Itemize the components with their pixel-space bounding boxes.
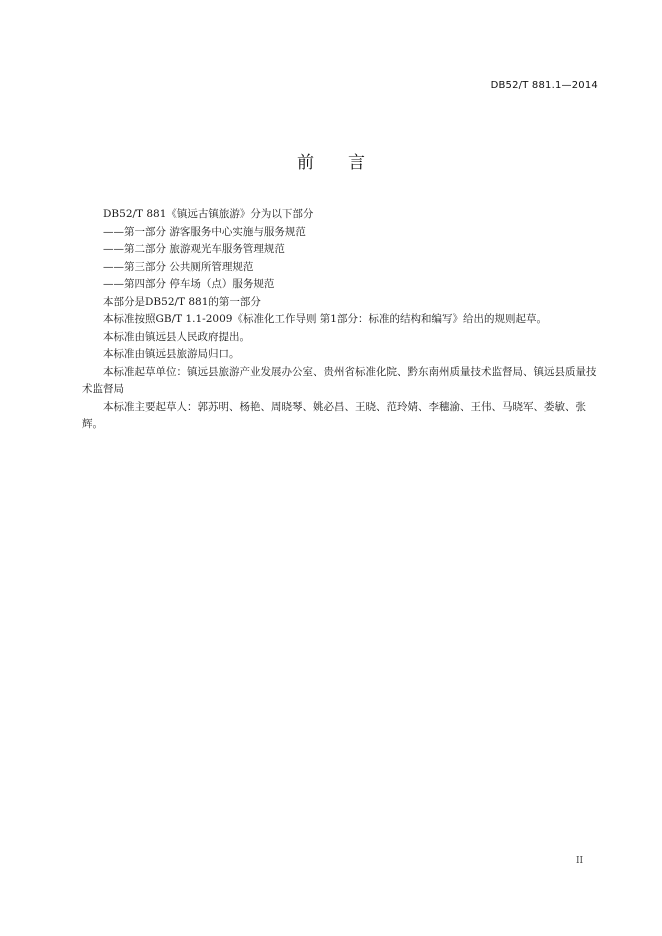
paragraph-drafters: 本标准主要起草人：郭苏明、杨艳、周晓琴、姚必昌、王晓、范玲婧、李穗渝、王伟、马晓军、娄敏、张辉。 [82,400,586,430]
paragraph-part-1: ——第一部分 游客服务中心实施与服务规范 [103,225,306,238]
paragraph-part-4: ——第四部分 停车场（点）服务规范 [103,278,275,290]
page-title: 前言 [297,153,399,173]
document-id: DB52/T 881.1—2014 [490,80,598,91]
paragraph-proposed-by: 本标准由镇远县人民政府提出。 [103,330,250,343]
paragraph-parts-intro: DB52/T 881《镇远古镇旅游》分为以下部分 [103,208,314,220]
paragraph-this-part: 本部分是DB52/T 881的第一部分 [103,295,261,308]
foreword-body [82,206,604,434]
paragraph-managed-by: 本标准由镇远县旅游局归口。 [103,348,240,360]
page-number: II [576,856,584,866]
paragraph-part-2: ——第二部分 旅游观光车服务管理规范 [103,243,285,255]
paragraph-drafting-rules: 本标准按照GB/T 1.1-2009《标准化工作导则 第1部分：标准的结构和编写》给出的规则起草。 [103,313,547,325]
paragraph-part-3: ——第三部分 公共厕所管理规范 [103,260,254,273]
paragraph-drafting-units: 本标准起草单位：镇远县旅游产业发展办公室、贵州省标准化院、黔东南州质量技术监督局、镇远县质量技术监督局 [82,365,597,395]
